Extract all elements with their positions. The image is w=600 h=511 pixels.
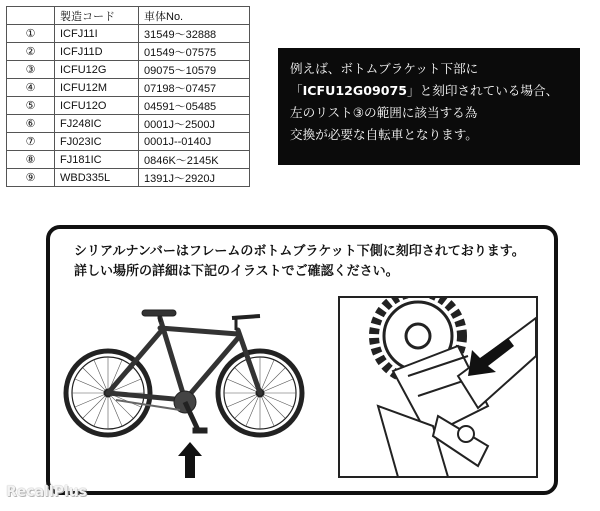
table-header-num — [7, 7, 55, 25]
table-row — [7, 25, 250, 43]
table-header-row — [7, 7, 250, 25]
table-cell-code: ICFJ11I — [55, 25, 139, 43]
table-row — [7, 151, 250, 169]
table-cell-code: WBD335L — [55, 169, 139, 187]
table-row — [7, 97, 250, 115]
table-cell-serial: 1391J～2920J — [139, 169, 250, 187]
table-cell-num: ⑨ — [7, 169, 55, 187]
note-line-2 — [290, 80, 568, 102]
table-row — [7, 133, 250, 151]
table-cell-serial: 01549～07575 — [139, 43, 250, 61]
note-example-code: ICFU12G09075 — [302, 83, 408, 98]
table-cell-num: ⑧ — [7, 151, 55, 169]
table-cell-code: ICFU12O — [55, 97, 139, 115]
table-cell-code: FJ248IC — [55, 115, 139, 133]
table-header-serial: 車体No. — [139, 7, 250, 25]
serial-number-table — [6, 6, 250, 187]
table-cell-serial: 07198～07457 — [139, 79, 250, 97]
table-cell-code: FJ181IC — [55, 151, 139, 169]
table-row — [7, 61, 250, 79]
illustration-caption — [74, 242, 525, 282]
table-cell-serial: 0846K～2145K — [139, 151, 250, 169]
table-cell-code: ICFJ11D — [55, 43, 139, 61]
table-cell-serial: 0001J--0140J — [139, 133, 250, 151]
table-cell-serial: 31549～32888 — [139, 25, 250, 43]
table-cell-code: ICFU12M — [55, 79, 139, 97]
table-cell-serial: 09075～10579 — [139, 61, 250, 79]
table-header-code: 製造コード — [55, 7, 139, 25]
example-note-box — [278, 48, 580, 165]
table-cell-num: ② — [7, 43, 55, 61]
note-bracket-open: 「 — [290, 83, 303, 98]
table-cell-num: ⑦ — [7, 133, 55, 151]
note-line-4: 交換が必要な自転車となります。 — [290, 127, 478, 142]
table-cell-num: ⑤ — [7, 97, 55, 115]
note-line-2-rest: 」と刻印されている場合、 — [407, 83, 559, 98]
table-row — [7, 115, 250, 133]
table-cell-serial: 04591～05485 — [139, 97, 250, 115]
table-row — [7, 79, 250, 97]
table-cell-num: ④ — [7, 79, 55, 97]
bicycle-illustration — [60, 290, 310, 480]
illustration-caption-line-2: 詳しい場所の詳細は下記のイラストでご確認ください。 — [74, 264, 399, 279]
illustration-caption-line-1: シリアルナンバーはフレームのボトムブラケット下側に刻印されております。 — [74, 244, 525, 259]
note-line-1: 例えば、ボトムブラケット下部に — [290, 61, 479, 76]
up-arrow-icon — [178, 442, 202, 478]
table-cell-num: ⑥ — [7, 115, 55, 133]
table-cell-code: ICFU12G — [55, 61, 139, 79]
table-cell-code: FJ023IC — [55, 133, 139, 151]
table-cell-num: ① — [7, 25, 55, 43]
watermark: RecallPlus — [6, 484, 87, 500]
table-row — [7, 43, 250, 61]
table-cell-serial: 0001J～2500J — [139, 115, 250, 133]
bottom-bracket-detail-illustration — [338, 296, 538, 478]
table-cell-num: ③ — [7, 61, 55, 79]
table-row — [7, 169, 250, 187]
note-line-3: 左のリスト③の範囲に該当する為 — [290, 105, 478, 120]
